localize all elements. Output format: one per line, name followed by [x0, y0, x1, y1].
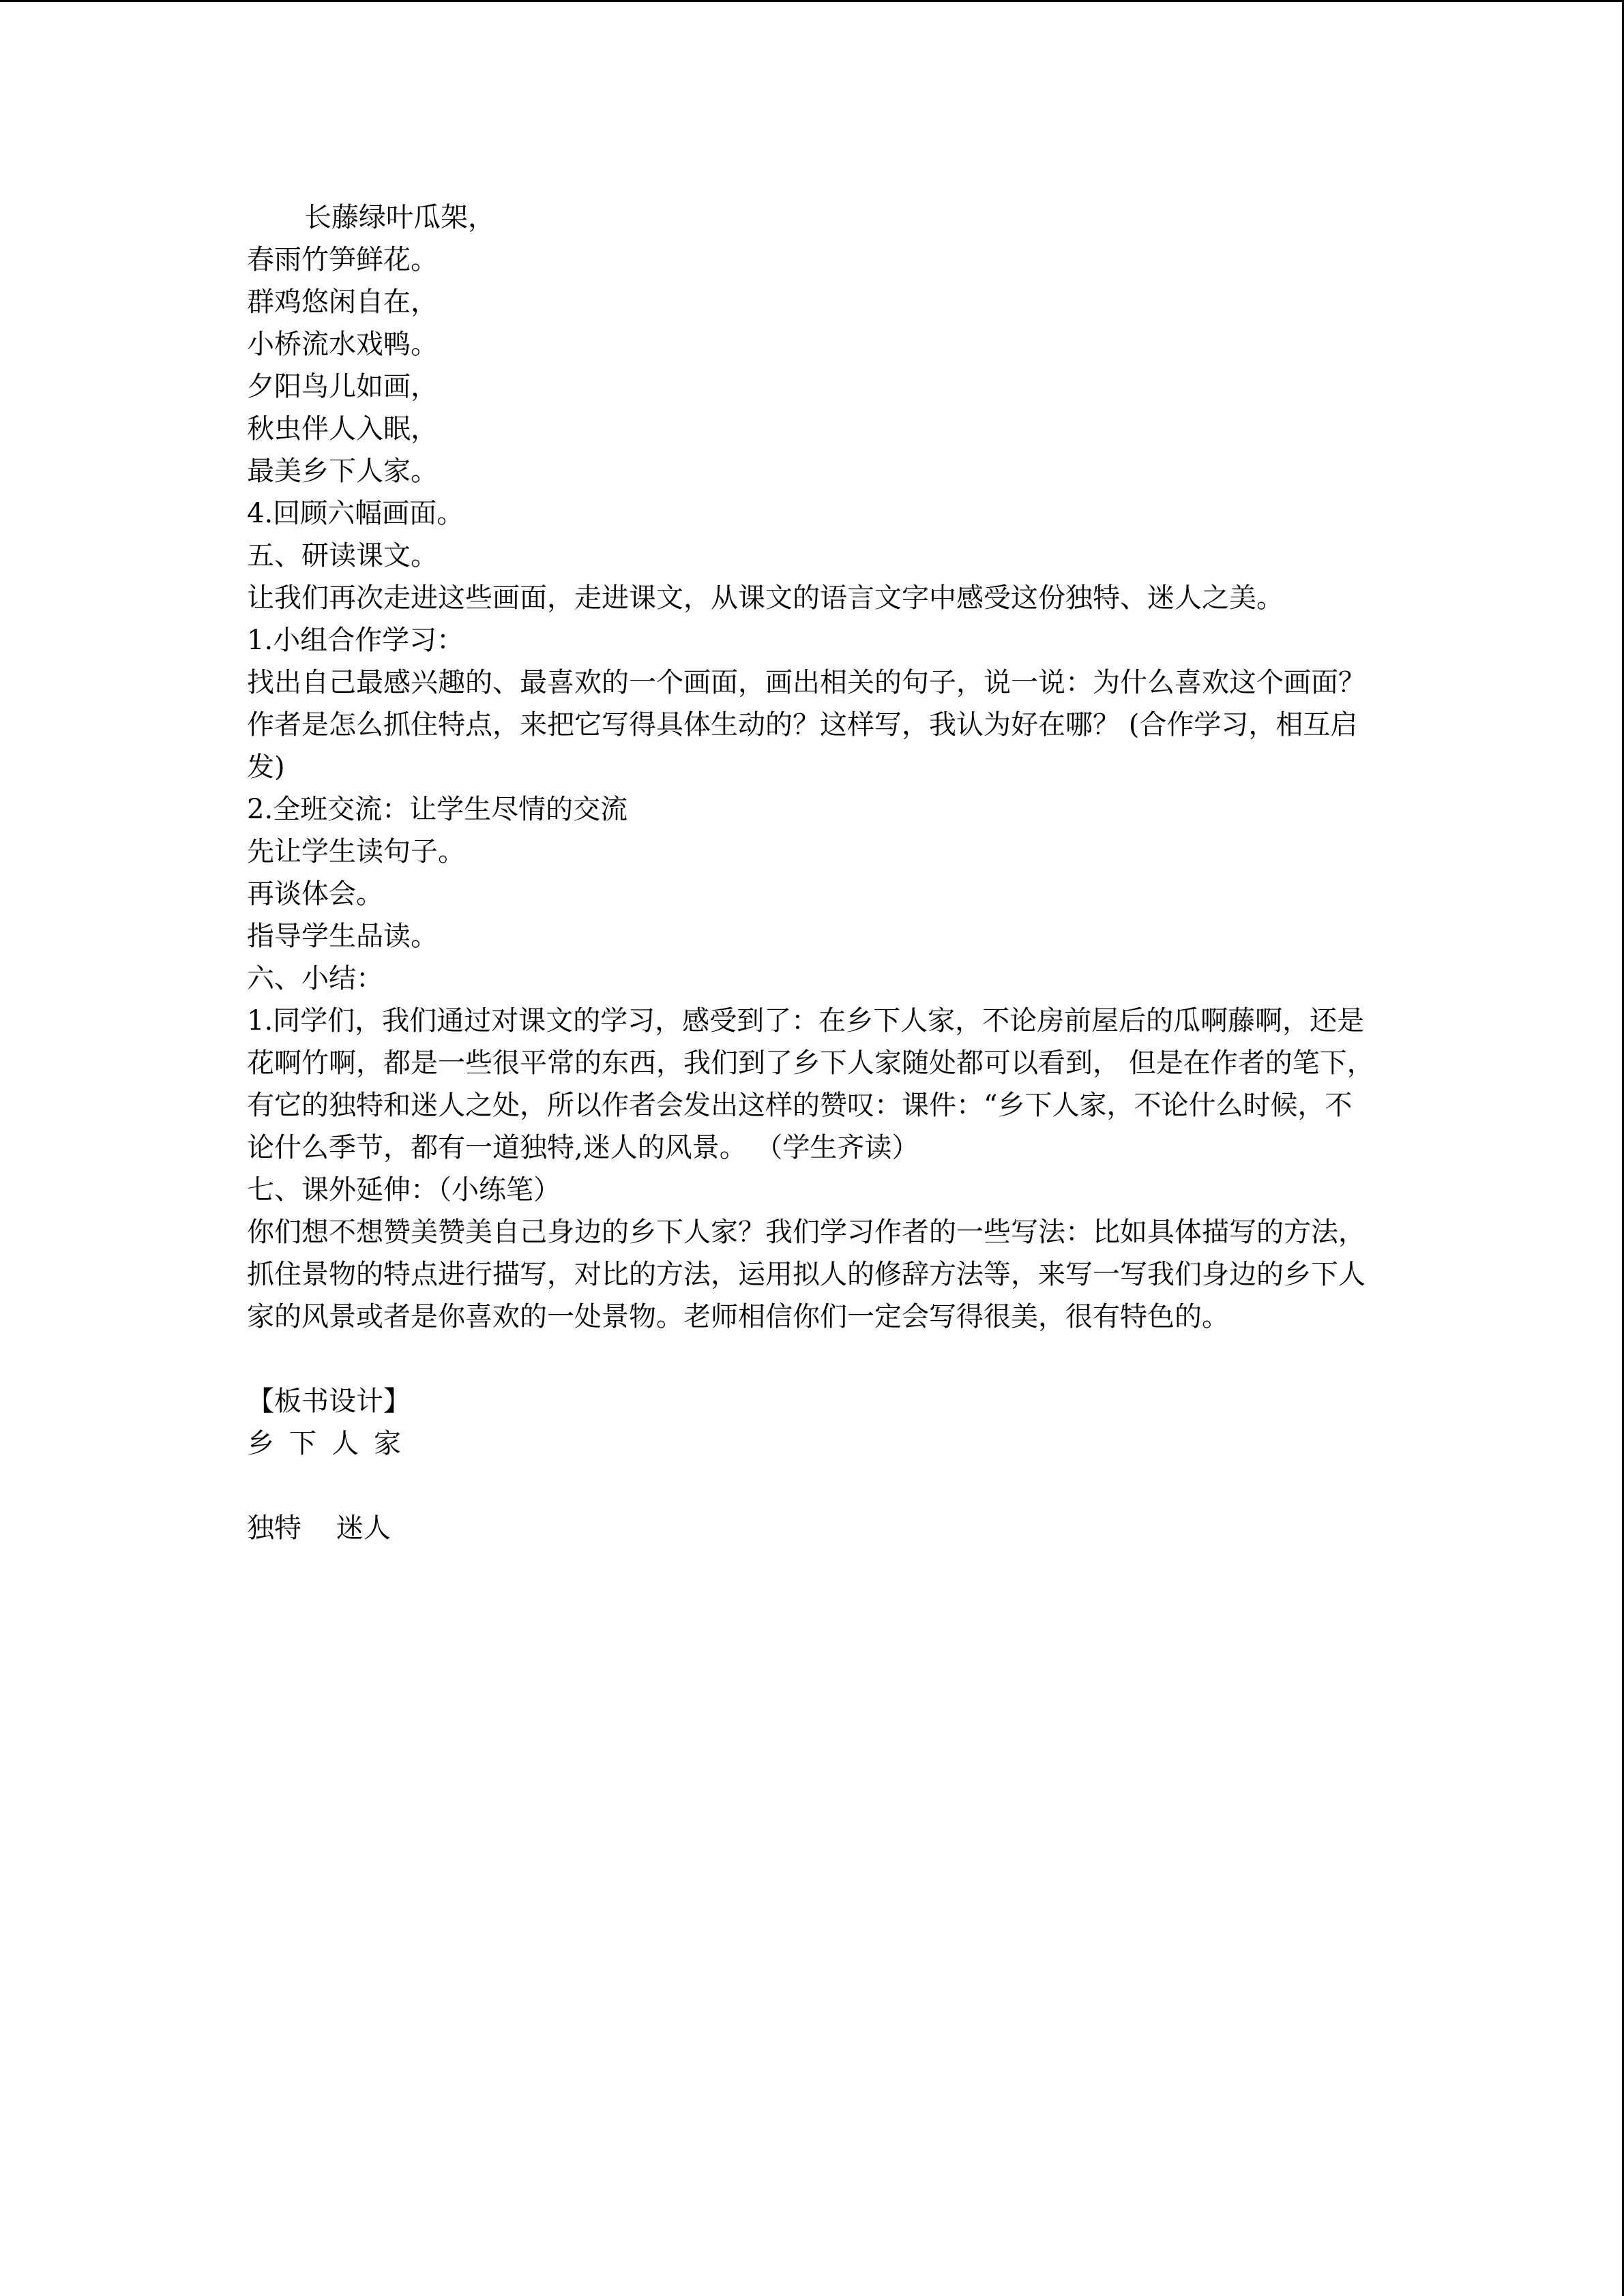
board-title: 乡下人家 — [247, 1428, 416, 1459]
section-7-heading: 七、课外延伸：（小练笔） — [247, 1174, 561, 1206]
poem — [247, 196, 1379, 492]
exchange-step: 指导学生品读。 — [247, 921, 438, 952]
section-5-intro: 让我们再次走进这些画面，走进课文，从课文的语言文字中感受这份独特、迷人之美。 — [247, 582, 1284, 614]
section-6-heading: 六、小结： — [247, 963, 383, 994]
blank-line — [247, 1465, 1379, 1507]
exchange-step: 再谈体会。 — [247, 878, 383, 910]
poem-line: 夕阳鸟儿如画， — [247, 371, 438, 402]
document-body — [247, 196, 1379, 1549]
poem-line: 小桥流水戏鸭。 — [247, 329, 438, 360]
class-exchange-title: 2.全班交流：让学生尽情的交流 — [247, 794, 628, 825]
poem-line: 春雨竹笋鲜花。 — [247, 244, 438, 275]
group-study-title: 1.小组合作学习： — [247, 625, 464, 656]
review-step: 4.回顾六幅画面。 — [247, 498, 464, 529]
board-keywords: 独特 迷人 — [247, 1512, 391, 1544]
board-design-heading: 【板书设计】 — [247, 1386, 411, 1417]
poem-line: 长藤绿叶瓜架， — [304, 202, 495, 233]
section-6-body: 1.同学们，我们通过对课文的学习，感受到了：在乡下人家，不论房前屋后的瓜啊藤啊，还是花啊竹啊，都是一些很平常的东西，我们到了乡下人家随处都可以看到， 但是在作者的笔下，有它的独特和迷人之处，所以作者会发出这样的赞叹：课件：“乡下人家，不论什么时候，不论什么季节，都有一道独特,迷人的风景。 （学生齐读） — [247, 1005, 1374, 1163]
blank-line — [247, 1338, 1379, 1380]
section-7-body: 你们想不想赞美赞美自己身边的乡下人家？我们学习作者的一些写法：比如具体描写的方法，抓住景物的特点进行描写，对比的方法，运用拟人的修辞方法等，来写一写我们身边的乡下人家的风景或者是你喜欢的一处景物。老师相信你们一定会写得很美，很有特色的。 — [247, 1217, 1365, 1332]
poem-line: 最美乡下人家。 — [247, 456, 438, 487]
poem-line: 群鸡悠闲自在， — [247, 286, 438, 318]
group-study-body: 找出自己最感兴趣的、最喜欢的一个画面，画出相关的句子，说一说：为什么喜欢这个画面？作者是怎么抓住特点，来把它写得具体生动的？这样写，我认为好在哪？ (合作学习，相互启发) — [247, 667, 1365, 783]
page-border-top — [0, 0, 1624, 2]
exchange-step: 先让学生读句子。 — [247, 836, 465, 867]
poem-line: 秋虫伴人入眠， — [247, 413, 438, 445]
section-5-heading: 五、研读课文。 — [247, 540, 438, 571]
